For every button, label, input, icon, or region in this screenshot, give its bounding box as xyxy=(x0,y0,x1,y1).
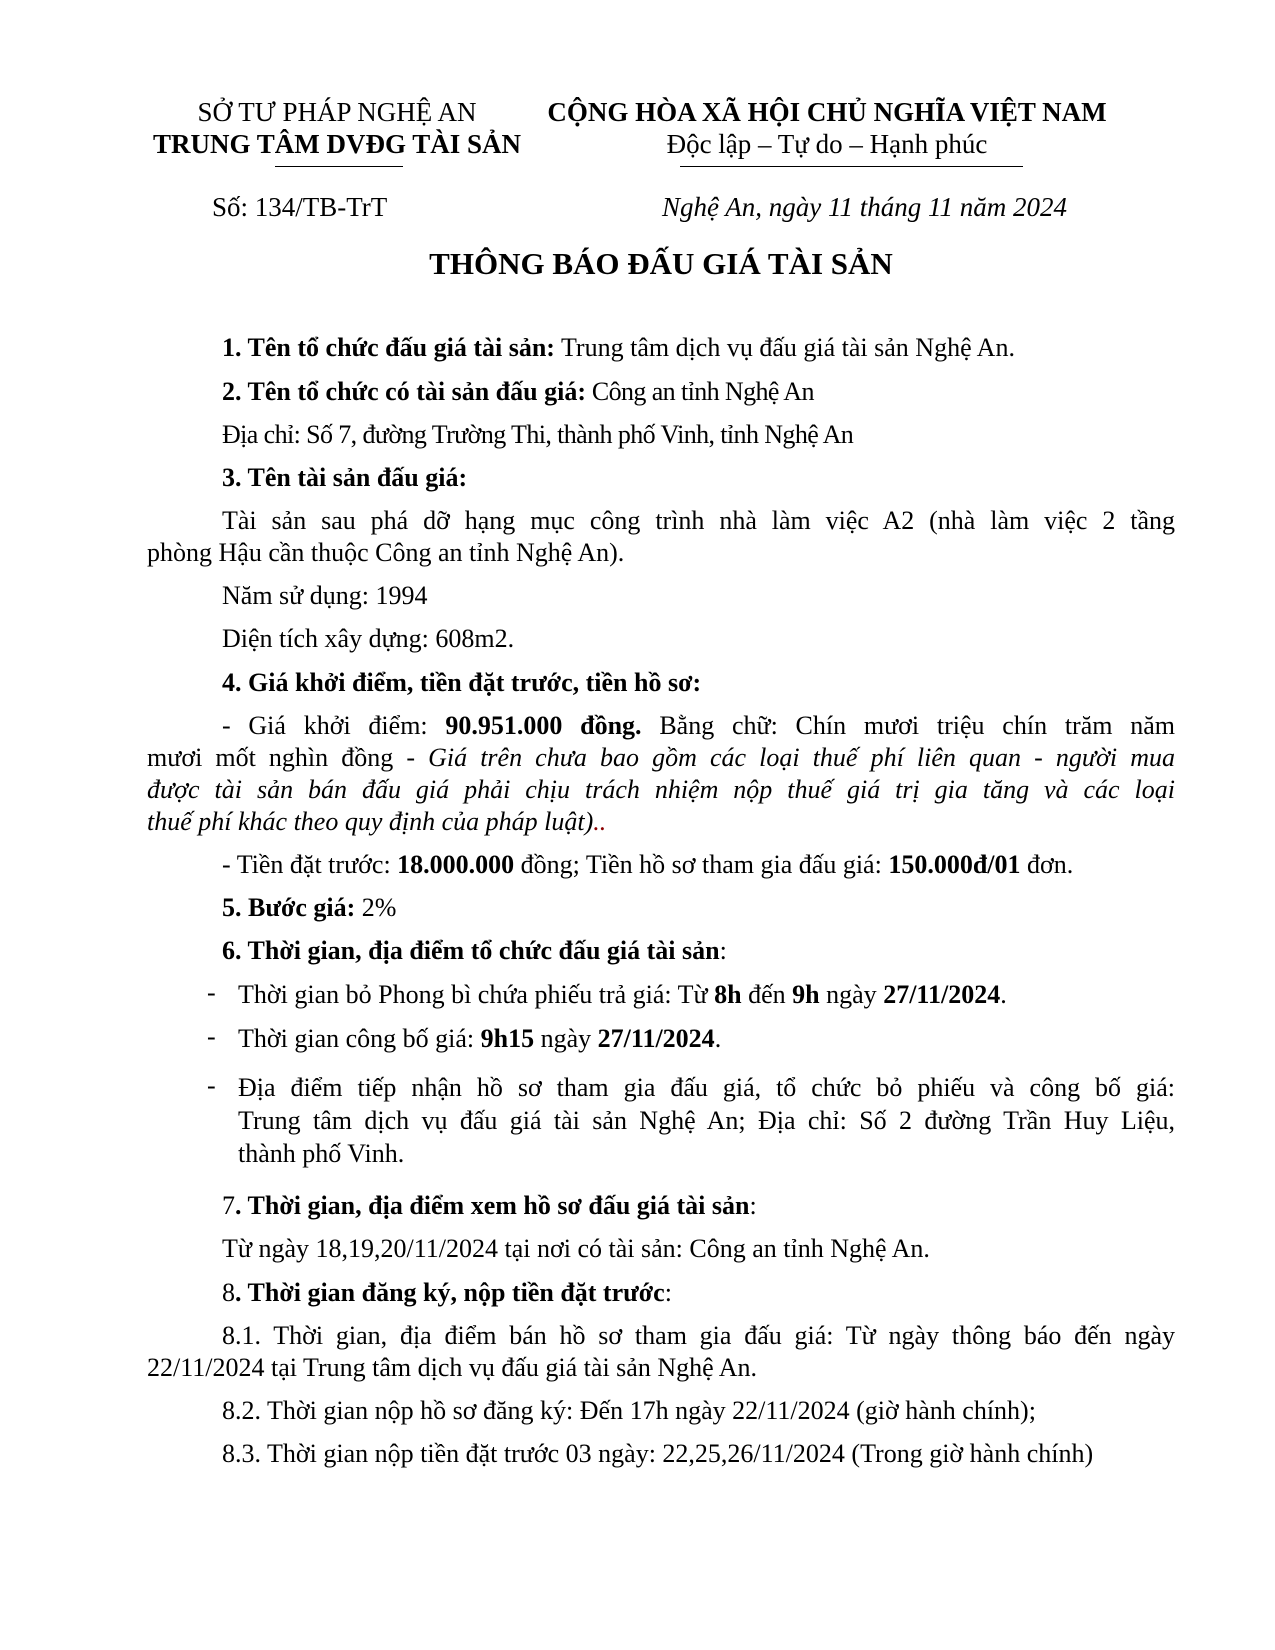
header-right-underline xyxy=(680,166,1023,167)
section-8-colon: : xyxy=(664,1278,672,1307)
section-6-label xyxy=(147,934,1175,967)
price-value: 90.951.000 đồng. xyxy=(445,711,642,740)
fee-suffix: đơn. xyxy=(1020,850,1074,879)
deposit-prefix: - Tiền đặt trước: xyxy=(222,850,398,879)
item-1-f: 27/11/2024 xyxy=(883,980,1001,1009)
section-4-price-line4 xyxy=(147,805,1175,838)
section-5 xyxy=(147,891,1175,924)
deposit-value: 18.000.000 xyxy=(397,850,515,879)
section-7-num: 7 xyxy=(222,1191,235,1220)
item-2-c: ngày xyxy=(534,1024,598,1053)
section-4-price-line1 xyxy=(147,709,1175,742)
place-date: Nghệ An, ngày 11 tháng 11 năm 2024 xyxy=(662,192,1067,222)
price-prefix: - Giá khởi điểm: xyxy=(222,711,446,740)
item-2-e: . xyxy=(714,1024,722,1053)
section-2-label: 2. Tên tổ chức có tài sản đấu giá: xyxy=(222,377,586,406)
section-1 xyxy=(147,331,1175,364)
item-1-b: 8h xyxy=(714,980,742,1009)
section-4-price-line3: được tài sản bán đấu giá phải chịu trách nhiệm nộp thuế giá trị gia tăng và các loại xyxy=(147,775,1175,804)
deposit-mid: đồng; Tiền hồ sơ tham gia đấu giá: xyxy=(514,850,889,879)
section-3-desc-line1: Tài sản sau phá dỡ hạng mục công trình nhà làm việc A2 (nhà làm việc 2 tầng xyxy=(222,506,1175,535)
item-1-e: ngày xyxy=(819,980,884,1009)
section-3-desc-line2: phòng Hậu cần thuộc Công an tỉnh Nghệ An). xyxy=(147,538,625,567)
bullet-3: - xyxy=(207,1071,216,1100)
item-1-d: 9h xyxy=(792,980,820,1009)
header-nation: CỘNG HÒA XÃ HỘI CHỦ NGHĨA VIỆT NAM xyxy=(547,97,1107,127)
section-2-address: Địa chỉ: Số 7, đường Trường Thi, thành phố Vinh, tỉnh Nghệ An xyxy=(222,420,854,449)
price-note-l4: thuế phí khác theo quy định của pháp luật) xyxy=(147,807,594,836)
item-1-c: đến xyxy=(741,980,793,1009)
section-4-label: 4. Giá khởi điểm, tiền đặt trước, tiền hồ sơ: xyxy=(222,668,702,697)
section-1-text: Trung tâm dịch vụ đấu giá tài sản Nghệ An. xyxy=(554,333,1015,362)
section-6-item-3-line3: thành phố Vinh. xyxy=(238,1139,405,1168)
section-2-text: Công an tỉnh Nghệ An xyxy=(585,377,814,406)
section-5-label: 5. Bước giá: xyxy=(222,893,356,922)
section-8-1-line1: 8.1. Thời gian, địa điểm bán hồ sơ tham gia đấu giá: Từ ngày thông báo đến ngày xyxy=(222,1321,1175,1350)
item-1-g: . xyxy=(1000,980,1007,1009)
section-7-label xyxy=(147,1189,1175,1222)
header-left-underline xyxy=(275,166,403,167)
section-6-item-3-line1: Địa điểm tiếp nhận hồ sơ tham gia đấu giá, tổ chức bỏ phiếu và công bố giá: xyxy=(238,1073,1175,1102)
bullet-2: - xyxy=(207,1022,216,1051)
section-6-colon: : xyxy=(719,936,727,965)
section-6-label-text: 6. Thời gian, địa điểm tổ chức đấu giá tài sản xyxy=(222,936,720,965)
section-7-label-text: . Thời gian, địa điểm xem hồ sơ đấu giá tài sản xyxy=(235,1191,750,1220)
page-title: THÔNG BÁO ĐẤU GIÁ TÀI SẢN xyxy=(429,246,893,281)
header-agency: SỞ TƯ PHÁP NGHỆ AN xyxy=(197,97,477,127)
item-2-a: Thời gian công bố giá: xyxy=(238,1024,481,1053)
section-6-item-2 xyxy=(238,1022,1175,1055)
section-8-3: 8.3. Thời gian nộp tiền đặt trước 03 ngày: 22,25,26/11/2024 (Trong giờ hành chính) xyxy=(222,1439,1094,1468)
section-7-text: Từ ngày 18,19,20/11/2024 tại nơi có tài sản: Công an tỉnh Nghệ An. xyxy=(222,1234,930,1263)
section-3-year: Năm sử dụng: 1994 xyxy=(222,581,428,610)
header-center-name: TRUNG TÂM DVĐG TÀI SẢN xyxy=(152,129,522,159)
document-number: Số: 134/TB-TrT xyxy=(212,192,388,222)
section-6-item-1 xyxy=(238,978,1175,1011)
item-2-d: 27/11/2024 xyxy=(597,1024,715,1053)
price-words: Bằng chữ: Chín mươi triệu chín trăm năm xyxy=(641,711,1175,740)
section-1-label: 1. Tên tổ chức đấu giá tài sản: xyxy=(222,333,555,362)
price-note-end: .. xyxy=(593,807,607,836)
price-words-cont: mươi mốt nghìn đồng - xyxy=(147,743,429,772)
section-7-colon: : xyxy=(749,1191,757,1220)
section-8-1-line2: 22/11/2024 tại Trung tâm dịch vụ đấu giá tài sản Nghệ An. xyxy=(147,1353,757,1382)
section-8-num: 8 xyxy=(222,1278,235,1307)
section-8-label xyxy=(147,1276,1175,1309)
section-6-item-3-line2: Trung tâm dịch vụ đấu giá tài sản Nghệ An; Địa chỉ: Số 2 đường Trần Huy Liệu, xyxy=(238,1106,1175,1135)
bullet-1: - xyxy=(207,978,216,1007)
section-4-price-line2 xyxy=(147,741,1175,774)
section-3-label: 3. Tên tài sản đấu giá: xyxy=(222,463,468,492)
header-motto: Độc lập – Tự do – Hạnh phúc xyxy=(666,129,988,159)
item-1-a: Thời gian bỏ Phong bì chứa phiếu trả giá: Từ xyxy=(238,980,715,1009)
section-8-2: 8.2. Thời gian nộp hồ sơ đăng ký: Đến 17h ngày 22/11/2024 (giờ hành chính); xyxy=(222,1396,1036,1425)
price-note-l2: Giá trên chưa bao gồm các loại thuế phí liên quan - người mua xyxy=(428,743,1175,772)
section-4-deposit xyxy=(147,848,1175,881)
section-8-label-text: . Thời gian đăng ký, nộp tiền đặt trước xyxy=(235,1278,665,1307)
section-2 xyxy=(147,375,1175,408)
item-2-b: 9h15 xyxy=(480,1024,535,1053)
fee-value: 150.000đ/01 xyxy=(888,850,1021,879)
section-5-text: 2% xyxy=(355,893,397,922)
section-3-area: Diện tích xây dựng: 608m2. xyxy=(222,624,515,653)
